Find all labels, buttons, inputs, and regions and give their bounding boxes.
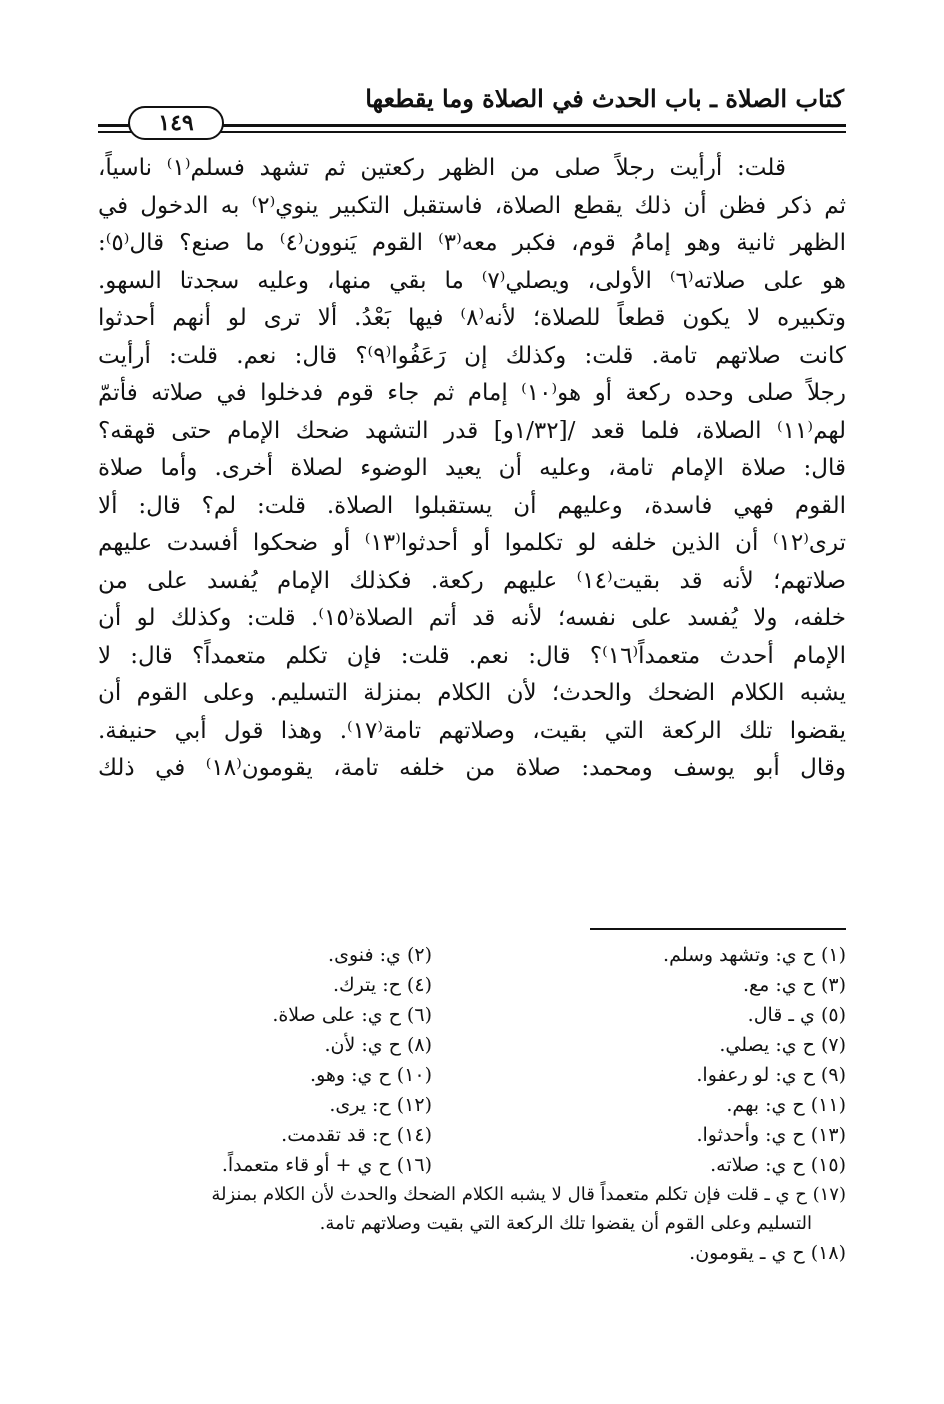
text-line: يشبه الكلام الضحك والحدث؛ لأن الكلام بمنزلة التسليم. وعلى القوم أن (98, 680, 846, 706)
footnote: (٨) ح ي: لأن. (324, 1034, 432, 1056)
footnote: (١٠) ح ي: وهو. (310, 1064, 432, 1086)
footnote-separator (590, 928, 846, 930)
footnote-17-line1: (١٧) ح ي ـ قلت فإن تكلم متعمداً قال لا يشبه الكلام الضحك والحدث لأن الكلام بمنزلة (211, 1184, 846, 1205)
footnote: (١٣) ح ي: وأحدثوا. (696, 1124, 846, 1146)
text-line: وقال أبو يوسف ومحمد: صلاة من خلفه تامة، يقومون⁽١٨⁾ في ذلك (98, 755, 846, 781)
text-line: خلفه، ولا يُفسد على نفسه؛ لأنه قد أتم الصلاة⁽١٥⁾. قلت: وكذلك لو أن (98, 605, 846, 631)
footnote-17 (98, 1180, 846, 1238)
footnote: (١٦) ح ي + أو قاء متعمداً. (221, 1154, 432, 1176)
text-line: قلت: أرأيت رجلاً صلى من الظهر ركعتين ثم تشهد فسلم⁽١⁾ ناسياً، (98, 155, 786, 181)
text-line: كانت صلاتهم تامة. قلت: وكذلك إن رَعَفُوا⁽٩⁾؟ قال: نعم. قلت: أرأيت (98, 342, 846, 369)
text-line: صلاتهم؛ لأنه قد بقيت⁽١٤⁾ عليهم ركعة. فكذلك الإمام يُفسد على من (98, 567, 846, 594)
text-line: الظهر ثانية وهو إمامُ قوم، فكبر معه⁽٣⁾ القوم يَنوون⁽٤⁾ ما صنع؟ قال⁽٥⁾: (98, 230, 846, 256)
footnote: (١) ح ي: وتشهد وسلم. (663, 944, 846, 966)
footnote-17-line2: التسليم وعلى القوم أن يقضوا تلك الركعة التي بقيت وصلاتهم تامة. (319, 1213, 812, 1234)
text-line: وتكبيره لا يكون قطعاً للصلاة؛ لأنه⁽٨⁾ فيها بَعْدُ. ألا ترى لو أنهم أحدثوا (98, 305, 846, 331)
footnote: (١٥) ح ي: صلاته. (710, 1154, 846, 1176)
text-line: ترى⁽١٢⁾ أن الذين خلفه لو تكلموا أو أحدثوا⁽١٣⁾ أو ضحكوا أفسدت عليهم (98, 530, 846, 556)
text-line: يقضوا تلك الركعة التي بقيت، وصلاتهم تامة⁽١٧⁾. وهذا قول أبي حنيفة. (98, 717, 846, 744)
footnote: (٧) ح ي: يصلي. (719, 1034, 846, 1056)
page-number: ١٤٩ (128, 106, 224, 140)
text-line: رجلاً صلى وحده ركعة أو هو⁽١٠⁾ إمام ثم جاء قوم فدخلوا في صلاته فأتمّ (98, 380, 846, 406)
footnotes (98, 940, 846, 1268)
footnote: (١٢) ح: يرى. (329, 1094, 432, 1116)
footnote: (٦) ح ي: على صلاة. (272, 1004, 432, 1026)
text-line: هو على صلاته⁽٦⁾ الأولى، ويصلي⁽٧⁾ ما بقي منها، وعليه سجدتا السهو. (98, 267, 846, 294)
footnote: (١٤) ح: قد تقدمت. (281, 1124, 432, 1146)
footnote: (٩) ح ي: لو رعفوا. (696, 1064, 846, 1086)
running-title: كتاب الصلاة ـ باب الحدث في الصلاة وما يقطعها (365, 84, 844, 113)
text-line: ثم ذكر فظن أن ذلك يقطع الصلاة، فاستقبل التكبير ينوي⁽٢⁾ به الدخول في (98, 192, 846, 219)
footnote: (٣) ح ي: مع. (742, 974, 846, 996)
footnote-18: (١٨) ح ي ـ يقومون. (689, 1242, 846, 1264)
footnote: (٢) ي: فنوى. (328, 944, 432, 966)
main-text (98, 150, 846, 788)
footnote: (٤) ح: يترك. (332, 974, 432, 996)
footnote: (١١) ح ي: بهم. (726, 1094, 846, 1116)
text-line: لهم⁽١١⁾ الصلاة، فلما قعد /[١/٣٢و] قدر التشهد ضحك الإمام حتى قهقه؟ (98, 417, 846, 444)
footnote: (٥) ي ـ قال. (747, 1004, 846, 1026)
text-line: الإمام أحدث متعمداً⁽١٦⁾؟ قال: نعم. قلت: فإن تكلم متعمداً؟ قال: لا (98, 642, 846, 669)
text-line: قال: صلاة الإمام تامة، وعليه أن يعيد الوضوء لصلاة أخرى. وأما صلاة (98, 455, 846, 481)
text-line: القوم فهي فاسدة، وعليهم أن يستقبلوا الصلاة. قلت: لم؟ قال: ألا (98, 492, 846, 519)
